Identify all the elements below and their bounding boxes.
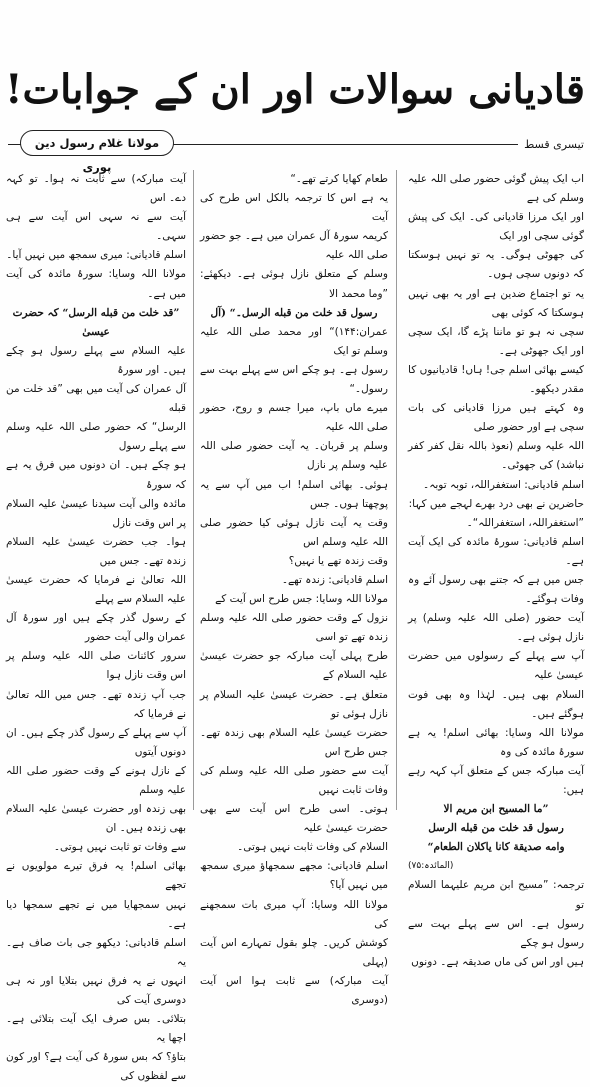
text-line: وقت یہ آیت نازل ہوئی کیا حضور صلی اللہ علیہ وسلم اس (200, 516, 388, 548)
text-line: اسلم قادیانی: میری سمجھ میں نہیں آیا۔ (6, 249, 186, 262)
text-line: رسول ہے۔ ہو چکے اس سے پہلے بہت سے رسول۔“ (200, 363, 388, 396)
text-line: نہیں سمجھایا میں نے تجھے سمجھا دیا ہے۔ (6, 898, 186, 930)
text-line: السلام بھی ہیں۔ لہٰذا وہ بھی فوت ہوگئے ہیں۔ (408, 688, 584, 720)
column-divider (193, 170, 194, 810)
text-line: مولانا اللہ وسایا: جس طرح اس آیت کے (215, 593, 388, 606)
text-line: میرے ماں باپ، میرا جسم و روح، حضور صلی اللہ علیہ (200, 402, 388, 434)
text-line: حضرت عیسیٰ علیہ السلام بھی زندہ تھے۔ جس طرح اس (200, 726, 388, 758)
text-line: طرح پہلی آیت مبارکہ جو حضرت عیسیٰ علیہ السلام کے (200, 650, 388, 682)
column-middle (200, 170, 388, 1007)
text-line: طعام کھایا کرتے تھے۔“ (290, 173, 388, 185)
text-line: ہوا۔ جب حضرت عیسیٰ علیہ السلام زندہ تھے۔ جس میں (6, 535, 186, 567)
text-line: کریمہ سورۂ آل عمران میں ہے۔ جو حضور صلی اللہ علیہ (200, 230, 388, 262)
text-line: اسلم قادیانی: زندہ تھے۔ (281, 573, 388, 586)
text-line: وہ کہتے ہیں مرزا قادیانی کی بات سچی ہے اور حضور صلی (408, 402, 584, 434)
author-name-badge: مولانا غلام رسول دین پوری (20, 130, 174, 156)
text-line: وامه صدیقة کانا یاکلان الطعام“ (427, 841, 565, 854)
text-line: رسول قد خلت من قبله الرسل۔“ (آل (210, 306, 378, 319)
text-line: جس میں ہے کہ جتنے بھی رسول آئے وہ وفات ہوگئے۔ (408, 573, 584, 606)
text-line: الرسل“ کہ حضور صلی اللہ علیہ وسلم سے پہلے رسول (6, 421, 186, 453)
text-line: عمران:۱۴۴)“ اور محمد صلی اللہ علیہ وسلم تو ایک (200, 325, 388, 357)
text-line: متعلق ہے۔ حضرت عیسیٰ علیہ السلام پر نازل ہوئی تو (200, 688, 388, 720)
text-line: السلام کی وفات ثابت نہیں ہوتی۔ (237, 841, 388, 854)
text-line: آیت مبارکہ) سے ثابت نہ ہوا۔ تو کہہ دے۔ اس (6, 173, 186, 205)
text-line: ”استغفراللہ، استغفراللہ“۔ (466, 516, 584, 529)
text-line: بھائی اسلم! یہ فرق تیرے مولویوں نے تجھے (6, 860, 186, 892)
text-line: آیت سے حضور صلی اللہ علیہ وسلم کی وفات ثابت نہیں (200, 764, 388, 796)
text-line: اللہ تعالیٰ نے فرمایا کہ حضرت عیسیٰ علیہ السلام سے پہلے (6, 573, 186, 606)
text-line: آپ سے پہلے کے رسولوں میں حضرت عیسیٰ علیہ (408, 650, 584, 682)
text-line: بتاؤ؟ کہ بس سورۂ کی آیت ہے؟ اور کون سے لفظوں کی (6, 1051, 186, 1083)
text-line: ”قد خلت من قبله الرسل“ کہ حضرت عیسیٰ (12, 306, 180, 338)
text-line: ”ما المسیح ابن مریم الا (443, 803, 549, 816)
text-line: بتلائی۔ بس صرف ایک آیت بتلائی ہے۔ اچھا یہ (6, 1013, 186, 1045)
byline-row (8, 126, 584, 174)
text-line: آپ سے پہلے کے رسول گذر چکے ہیں۔ ان دونوں آیتوں (6, 726, 186, 758)
episode-label: تیسری قسط (518, 136, 584, 154)
text-line: سچی نہ ہو تو ماننا پڑے گا، ایک سچی اور ایک جھوٹی ہے۔ (408, 325, 584, 357)
column-left (6, 170, 186, 1083)
text-line: سے وفات تو ثابت نہیں ہوتی۔ (53, 841, 186, 854)
text-line: آیت مبارکہ) سے ثابت ہوا اس آیت (دوسری (200, 974, 388, 1007)
text-line: کے نازل ہونے کے وقت حضور صلی اللہ علیہ وسلم (6, 764, 186, 796)
text-line: رسول ہے۔ اس سے پہلے بہت سے رسول ہو چکے (408, 917, 584, 949)
text-line: وسلم کے متعلق نازل ہوئی ہے۔ دیکھئے: ”وما محمد الا (200, 268, 388, 300)
text-line: اسلم قادیانی: دیکھو جی بات صاف ہے۔ یہ (6, 936, 186, 968)
text-line: حاضرین نے بھی درد بھرے لہجے میں کہا: (408, 497, 584, 510)
text-line: کیسے بھائی اسلم جی! ہاں! قادیانیوں کا مقدر دیکھو۔ (408, 363, 584, 396)
text-line: اور ایک مرزا قادیانی کی۔ ایک کی پیش گوئی سچی اور ایک (408, 211, 584, 243)
text-line: یہ تو اجتماع ضدین ہے اور یہ بھی نہیں ہوسکتا کہ کوئی بھی (408, 287, 584, 319)
text-line: ترجمہ: ”مسیح ابن مریم علیہما السلام تو (408, 879, 584, 911)
text-line: اللہ علیہ وسلم (نعوذ باللہ نقل کفر کفر نباشد) کی جھوٹی۔ (408, 440, 584, 472)
text-line: ہوئی۔ بھائی اسلم! اب میں آپ سے یہ پوچھتا ہوں۔ جس (200, 478, 388, 510)
text-line: آیت سے نہ سہی اس آیت سے ہی سہی۔ (6, 211, 186, 243)
text-line: انہوں نے یہ فرق نہیں بتلایا اور نہ ہی دوسری آیت کی (6, 974, 186, 1007)
text-line: آیت مبارکہ جس کے متعلق آپ کہہ رہے ہیں: (408, 764, 584, 796)
text-line: (المائدہ:۷۵) (408, 861, 454, 872)
text-line: اب ایک پیش گوئی حضور صلی اللہ علیہ وسلم کی ہے (408, 173, 584, 205)
column-divider (396, 170, 397, 810)
text-line: جب آپ زندہ تھے۔ جس میں اللہ تعالیٰ نے فرمایا کہ (6, 688, 186, 720)
text-line: ہیں اور اس کی ماں صدیقہ ہے۔ دونوں (411, 955, 584, 968)
text-line: ہو چکے ہیں۔ ان دونوں میں فرق یہ ہے کہ سورۂ (6, 459, 186, 491)
text-line: آل عمران کی آیت میں بھی ”قد خلت من قبله (6, 383, 186, 415)
text-line: مولانا اللہ وسایا: آپ میری بات سمجھنے کی (200, 898, 388, 930)
text-line: اسلم قادیانی: استغفراللہ، توبہ توبہ۔ (423, 478, 584, 491)
text-line: کی جھوٹی ہوگی۔ یہ تو نہیں ہوسکتا کہ دونوں سچی ہوں۔ (408, 249, 584, 281)
text-line: اسلم قادیانی: مجھے سمجھاؤ میری سمجھ میں نہیں آیا؟ (200, 860, 388, 892)
text-line: سرور کائنات صلی اللہ علیہ وسلم پر اس وقت نازل ہوا (6, 650, 186, 682)
text-line: نزول کے وقت حضور صلی اللہ علیہ وسلم زندہ تھے تو اسی (200, 612, 388, 644)
text-line: اسلم قادیانی: سورۂ مائدہ کی ایک آیت ہے۔ (408, 535, 584, 567)
text-line: رسول قد خلت من قبله الرسل (428, 822, 564, 835)
text-line: ہوتی۔ اسی طرح اس آیت سے بھی حضرت عیسیٰ علیہ (200, 803, 388, 835)
text-line: مولانا اللہ وسایا: سورۂ مائدہ کی آیت میں ہے۔ (6, 268, 186, 300)
text-line: یہ ہے اس کا ترجمہ بالکل اس طرح کی آیت (200, 192, 388, 224)
text-line: کوشش کریں۔ چلو بقول تمہارے اس آیت (پہلی (200, 936, 388, 968)
text-line: علیہ السلام سے پہلے رسول ہو چکے ہیں۔ اور سورۂ (6, 344, 186, 376)
text-line: مولانا اللہ وسایا: بھائی اسلم! یہ ہے سورۂ مائدہ کی وہ (408, 726, 584, 758)
article-title: قادیانی سوالات اور ان کے جوابات! (4, 66, 586, 113)
text-line: وسلم پر قربان۔ یہ آیت حضور صلی اللہ علیہ وسلم پر نازل (200, 440, 388, 472)
text-line: کے رسول گذر چکے ہیں اور سورۂ آل عمران والی آیت حضور (6, 612, 186, 644)
text-line: آیت حضور (صلی اللہ علیہ وسلم) پر نازل ہوئی ہے۔ (408, 612, 584, 644)
text-line: بھی زندہ اور حضرت عیسیٰ علیہ السلام بھی زندہ ہیں۔ ان (6, 803, 186, 835)
text-line: مائدہ والی آیت سیدنا عیسیٰ علیہ السلام پر اس وقت نازل (6, 497, 186, 529)
column-right (408, 170, 584, 968)
text-line: وقت زندہ تھے یا نہیں؟ (288, 554, 388, 567)
